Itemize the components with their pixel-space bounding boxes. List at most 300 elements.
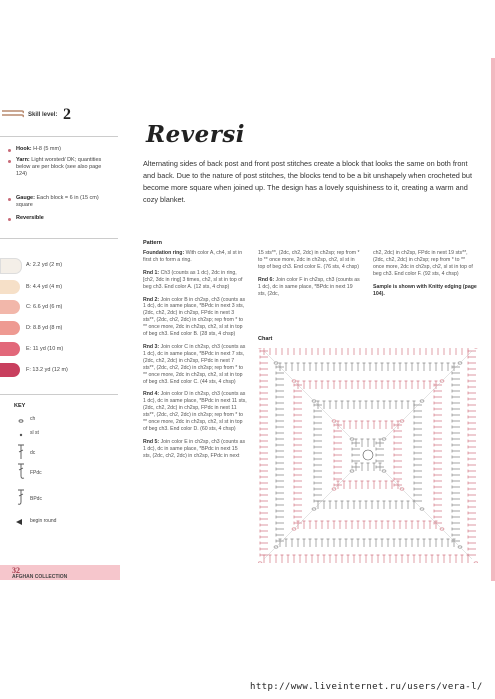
pattern-step: Rnd 6: Join color F in ch2sp, ch3 (counts as 1 dc), dc in same place, *BPdc in next 19 sts, (2dc, [258,276,360,297]
stitch-mark [468,476,476,479]
stitch-mark [468,434,476,437]
stitch-mark [434,420,442,423]
stitch-mark [347,555,350,563]
stitch-mark [260,518,268,521]
stitch-mark [275,555,278,563]
stitch-mark [351,521,354,529]
stitch-mark [441,539,444,547]
stitch-mark [414,464,422,467]
intro-paragraph: Alternating sides of back post and front post stitches create a block that looks the same on both front and back. Due to the nature of post stitches, the blocks tend to be a bit unshapely when crocheted but become more square when joined up. The design has a lovely squishiness to it, creating a warm and cozy blanket. [143,159,472,204]
stitch-mark [381,363,384,371]
stitch-mark [339,381,342,389]
stitch-mark [303,363,306,371]
stitch-mark [276,432,284,435]
stitch-mark [373,439,376,447]
stitch-mark [276,534,284,537]
stitch-mark [333,381,336,389]
stitch-mark [334,454,342,457]
stitch-mark [353,401,356,409]
stitch-mark [414,446,422,449]
stitch-mark [329,501,332,509]
stitch-mark [452,534,460,537]
stitch-mark [455,555,458,563]
stitch-mark [447,363,450,371]
stitch-mark [468,452,476,455]
stitch-mark [387,363,390,371]
stitch-mark [377,348,380,355]
stitch-mark [468,458,476,461]
stitch-mark [357,521,360,529]
stitch-mark [294,426,302,429]
skill-value: 2 [63,106,71,123]
stitch-mark [394,430,402,433]
stitch-mark [434,510,442,513]
stitch-mark [352,448,360,451]
stitch-mark [452,444,460,447]
stitch-mark [371,348,374,355]
stitch-mark [381,521,384,529]
stitch-mark [367,481,370,489]
stitch-mark [341,348,344,355]
stitch-mark [434,516,442,519]
stitch-mark [414,416,422,419]
stitch-mark [423,521,426,529]
stitch-mark [294,504,302,507]
stitch-mark [434,480,442,483]
stitch-mark [443,555,446,563]
stitch-mark [414,488,422,491]
stitch-mark [260,506,268,509]
stitch-mark [371,401,374,409]
stitch-mark [411,381,414,389]
stitch-mark [285,363,288,371]
stitch-mark [314,494,322,497]
stitch-mark [401,501,404,509]
stitch-mark [303,521,306,529]
swatch-e [0,342,20,356]
stitch-mark [468,506,476,509]
stitch-mark [452,468,460,471]
stitch-mark [315,363,318,371]
stitch-mark [379,421,382,429]
stitch-mark [309,521,312,529]
stitch-mark [345,521,348,529]
stitch-mark [452,372,460,375]
stitch-mark [314,446,322,449]
stitch-mark [414,410,422,413]
stitch-mark [468,470,476,473]
stitch-mark [314,410,322,413]
stitch-mark [387,539,390,547]
stitch-mark [329,555,332,563]
stitch-mark [294,498,302,501]
stitch-mark [376,454,384,457]
stitch-mark [468,374,476,377]
stitch-mark [395,348,398,355]
stitch-mark [260,464,268,467]
stitch-mark [452,450,460,453]
stitch-mark [276,444,284,447]
stitch-mark [314,428,322,431]
stitch-mark [315,381,318,389]
stitch-mark [314,416,322,419]
stitch-mark [468,548,476,551]
stitch-mark [351,381,354,389]
stitch-mark [468,410,476,413]
stitch-mark [399,521,402,529]
stitch-mark [299,348,302,355]
stitch-mark [468,428,476,431]
stitch-mark [468,536,476,539]
corner-diagonal [382,469,472,559]
stitch-mark [394,466,402,469]
stitch-mark [414,482,422,485]
bullet-icon [8,160,11,163]
stitch-mark [407,501,410,509]
stitch-mark [291,539,294,547]
stitch-mark [452,384,460,387]
stitch-mark [365,348,368,355]
key-slst-label: sl st [30,430,39,436]
stitch-mark [323,555,326,563]
stitch-mark [353,501,356,509]
stitch-mark [407,555,410,563]
stitch-mark [394,454,402,457]
stitch-mark [385,481,388,489]
stitch-mark [260,488,268,491]
stitch-mark [367,463,370,471]
stitch-mark [260,404,268,407]
pattern-step: Rnd 1: Ch3 (counts as 1 dc), 2dc in ring, [ch2, 3dc in ring] 3 times, ch2, sl st in top of beg ch3. End color A. (12 sts, 4 chsp) [143,269,243,290]
stitch-mark [394,478,402,481]
stitch-mark [314,458,322,461]
stitch-mark [334,472,342,475]
stitch-mark [365,401,368,409]
stitch-mark [355,481,358,489]
key-title: KEY [14,403,26,409]
stitch-mark [276,504,284,507]
stitch-mark [269,348,272,355]
stitch-mark [411,363,414,371]
stitch-mark [429,539,432,547]
stitch-mark [343,481,346,489]
stitch-mark [379,481,382,489]
stitch-mark [452,456,460,459]
stitch-mark [434,486,442,489]
stitch-mark [437,555,440,563]
stitch-mark [395,501,398,509]
stitch-mark [414,458,422,461]
stitch-mark [373,421,376,429]
stitch-mark [260,530,268,533]
page-title: Reversi [146,121,246,148]
stitch-mark [314,482,322,485]
stitch-mark [363,381,366,389]
stitch-mark [260,380,268,383]
stitch-mark [327,363,330,371]
stitch-mark [452,462,460,465]
stitch-mark [435,539,438,547]
stitch-mark [275,348,278,355]
stitch-mark [287,555,290,563]
stitch-mark [414,428,422,431]
stitch-mark [260,512,268,515]
stitch-mark [260,386,268,389]
pattern-step: Foundation ring: With color A, ch4, sl st in first ch to form a ring. [143,250,243,263]
stitch-mark [303,381,306,389]
stitch-mark [434,504,442,507]
stitch-mark [431,555,434,563]
foundation-ring [363,450,373,460]
stitch-mark [294,492,302,495]
stitch-mark [394,442,402,445]
stitch-mark [341,555,344,563]
stitch-mark [365,555,368,563]
stitch-mark [468,482,476,485]
stitch-mark [323,348,326,355]
stitch-mark [371,555,374,563]
stitch-mark [314,440,322,443]
stitch-mark [317,555,320,563]
stitch-mark [363,363,366,371]
spec-gauge: Gauge: Each block = 6 in (15 cm) square [16,195,99,208]
stitch-mark [334,442,342,445]
color-c-label: C: 6.6 yd (6 m) [26,304,63,310]
stitch-mark [385,421,388,429]
stitch-mark [363,521,366,529]
stitch-mark [263,348,266,355]
stitch-mark [373,481,376,489]
stitch-mark [314,422,322,425]
stitch-mark [311,348,314,355]
stitch-mark [314,470,322,473]
pattern-heading: Pattern [143,240,162,246]
stitch-mark [434,396,442,399]
stitch-mark [455,348,458,355]
stitch-mark [468,512,476,515]
stitch-mark [414,470,422,473]
stitch-mark [383,501,386,509]
stitch-mark [260,494,268,497]
stitch-mark [375,521,378,529]
key-begin-label: begin round [30,518,57,524]
stitch-mark [452,474,460,477]
pattern-step: Rnd 2: Join color B in ch2sp, ch3 (counts as 1 dc), dc in same place, *BPdc in next 3 sts, (2dc, ch2, 2dc) in ch2sp, FPdc in next 3 sts**, (2dc, ch2, 2dc) in ch2sp; rep from * to ** once more, 2dc in ch2sp, ch2, sl st in top of beg ch3. End color B. (28 sts, 4 chsp) [143,296,246,338]
stitch-mark [352,460,360,463]
stitch-mark [361,481,364,489]
bullet-icon [8,149,11,152]
stitch-mark [452,402,460,405]
stitch-mark [468,518,476,521]
stitch-mark [383,401,386,409]
stitch-mark [323,401,326,409]
stitch-mark [260,440,268,443]
stitch-mark [287,348,290,355]
stitch-mark [351,363,354,371]
stitch-mark [276,390,284,393]
stitch-mark [276,474,284,477]
stitch-mark [285,539,288,547]
stitch-mark [335,555,338,563]
stitch-mark [468,380,476,383]
stitch-mark [377,401,380,409]
stitch-mark [381,381,384,389]
stitch-mark [276,510,284,513]
stitch-mark [414,452,422,455]
stitch-mark [276,402,284,405]
stitch-mark [260,428,268,431]
stitch-mark [276,384,284,387]
corner-diagonal [264,351,354,441]
key-dc-label: dc [30,450,36,456]
stitch-mark [276,414,284,417]
stitch-mark [339,539,342,547]
pattern-step: Rnd 4: Join color D in ch2sp, ch3 (counts as 1 dc), dc in same place, *BPdc in next 11 sts, (2dc, ch2, 2dc) in ch2sp, FPdc in next 11 sts**, (2dc, ch2, 2dc) in ch2sp; rep from * to ** once more, 2dc in ch2sp, ch2, sl st in top of beg ch3. End color D. (60 sts, 4 chsp) [143,391,247,432]
stitch-mark [452,420,460,423]
swatch-c [0,300,20,314]
stitch-mark [449,555,452,563]
color-a-label: A: 2.2 yd (2 m) [26,262,63,268]
stitch-mark [417,381,420,389]
pattern-step: Rnd 5: Join color E in ch2sp, ch3 (counts as 1 dc), dc in same place, *BPdc in next 15 sts, (2dc, ch2, 2dc) in ch2sp, FPdc in next [143,438,246,459]
stitch-mark [452,432,460,435]
stitch-mark [276,378,284,381]
stitch-mark [294,402,302,405]
stitch-mark [434,408,442,411]
swatch-f [0,363,20,377]
stitch-mark [260,362,268,365]
stitch-mark [405,381,408,389]
pattern-column-2 [258,250,362,303]
pattern-column-3 [373,250,477,303]
stitch-mark [373,463,376,471]
stitch-mark [260,500,268,503]
stitch-mark [434,474,442,477]
stitch-mark [347,401,350,409]
stitch-mark [321,521,324,529]
pattern-column-1 [143,250,247,466]
stitch-mark [401,555,404,563]
stitch-mark [468,416,476,419]
stitch-mark [294,390,302,393]
stitch-mark [434,462,442,465]
corner-chain [474,562,478,563]
stitch-mark [294,474,302,477]
stitch-mark [452,492,460,495]
stitch-mark [294,462,302,465]
stitch-mark [377,501,380,509]
stitch-mark [294,480,302,483]
stitch-mark [357,539,360,547]
stitch-mark [371,501,374,509]
stitch-mark [334,460,342,463]
stitch-mark [434,456,442,459]
stitch-mark [425,348,428,355]
stitch-mark [395,401,398,409]
stitch-mark [314,434,322,437]
stitch-mark [383,348,386,355]
stitch-mark [405,539,408,547]
stitch-mark [447,539,450,547]
stitch-mark [452,438,460,441]
stitch-mark [461,348,464,355]
stitch-mark [276,438,284,441]
stitch-mark [260,434,268,437]
stitch-mark [423,539,426,547]
stitch-mark [329,401,332,409]
stitch-mark [294,396,302,399]
stitch-mark [345,381,348,389]
stitch-mark [452,426,460,429]
stitch-mark [434,402,442,405]
stitch-mark [276,462,284,465]
stitch-mark [411,539,414,547]
stitch-mark [294,444,302,447]
stitch-mark [293,555,296,563]
stitch-mark [394,448,402,451]
stitch-mark [417,539,420,547]
stitch-mark [334,466,342,469]
stitch-mark [395,555,398,563]
stitch-mark [314,452,322,455]
stitch-mark [389,555,392,563]
stitch-mark [260,356,268,359]
stitch-mark [294,420,302,423]
stitch-mark [329,348,332,355]
stitch-mark [341,401,344,409]
stitch-mark [351,539,354,547]
stitch-mark [452,498,460,501]
stitch-mark [411,521,414,529]
color-f-label: F: 13.2 yd (12 m) [26,367,68,373]
stitch-mark [435,363,438,371]
pattern-step: Rnd 3: Join color C in ch2sp, ch3 (counts as 1 dc), dc in same place, *BPdc in next 7 sts, (2dc, ch2, 2dc) in ch2sp, FPdc in next 7 sts**, (2dc, ch2, 2dc) in ch2sp; rep from * to ** once more, 2dc in ch2sp, ch2, sl st in top of beg ch3. End color C. (44 sts, 4 chsp) [143,343,246,385]
chart-heading: Chart [258,336,273,342]
stitch-mark [355,421,358,429]
stitch-mark [365,501,368,509]
stitch-mark [468,362,476,365]
stitch-mark [468,356,476,359]
stitch-mark [361,421,364,429]
stitch-mark [309,363,312,371]
stitch-mark [260,476,268,479]
stitch-mark [294,408,302,411]
stitch-mark [434,468,442,471]
pattern-step: ch2, 2dc) in ch2sp, FPdc in next 19 sts**, (2dc, ch2, 2dc) in ch2sp; rep from * to ** once more, 2dc in ch2sp, ch2, sl st in top of beg ch3. End color F. (92 sts, 4 chsp) [373,250,473,277]
stitch-mark [291,363,294,371]
stitch-mark [468,404,476,407]
stitch-mark [369,539,372,547]
stitch-mark [414,476,422,479]
stitch-mark [452,414,460,417]
stitch-mark [389,348,392,355]
stitch-mark [391,481,394,489]
stitch-mark [260,542,268,545]
spec-reversible: Reversible [16,215,44,221]
stitch-mark [434,444,442,447]
back-post-dc-icon [12,488,30,506]
stitch-mark [297,539,300,547]
stitch-mark [353,348,356,355]
stitch-mark [343,421,346,429]
stitch-mark [294,414,302,417]
stitch-mark [276,492,284,495]
stitch-mark [359,555,362,563]
slip-stitch-icon [12,426,30,444]
divider [0,238,118,239]
stitch-mark [361,439,364,447]
stitch-mark [367,439,370,447]
